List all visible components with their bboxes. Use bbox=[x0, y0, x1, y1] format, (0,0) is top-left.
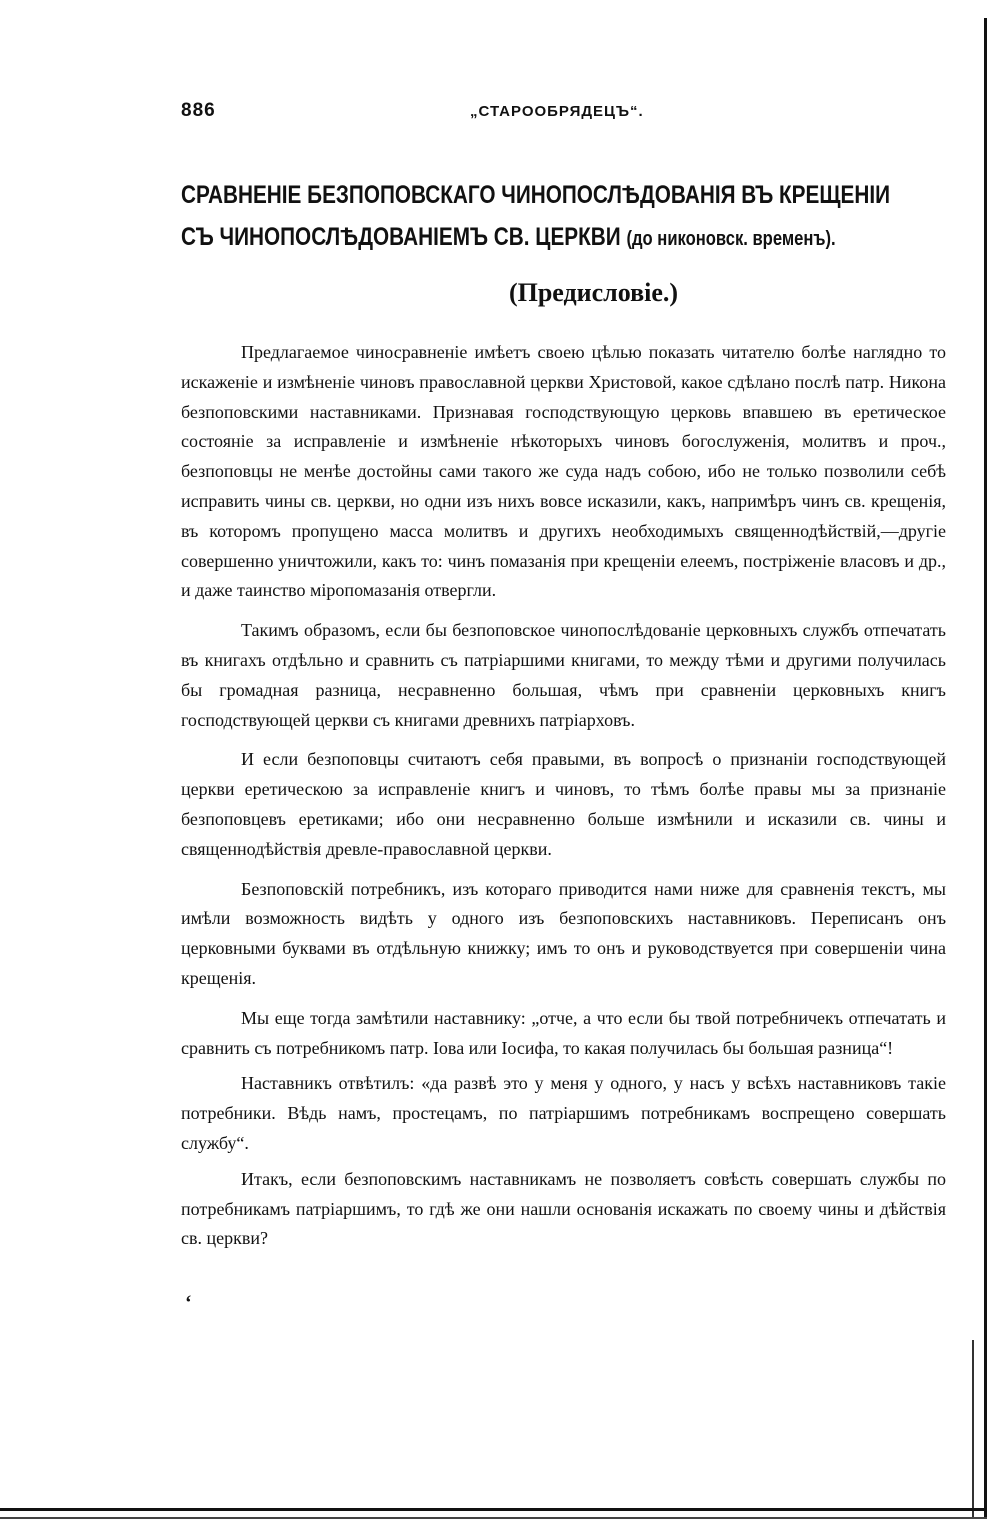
page-edge-right-inner bbox=[972, 1340, 974, 1518]
paragraph-6: Наставникъ отвѣтилъ: «да развѣ это у меня у одного, у насъ у всѣхъ наставниковъ такiе потребники. Вѣдь намъ, простецамъ, по патрiаршимъ потребникамъ воспрещено совершать службу“. bbox=[181, 1073, 946, 1153]
running-head bbox=[181, 100, 941, 130]
article-title bbox=[181, 174, 946, 260]
article-title-parenthetical: (до никоновск. временъ). bbox=[626, 228, 836, 250]
page-number: 886 bbox=[181, 100, 216, 121]
article-title-line-2-main: СЪ ЧИНОПОСЛѢДОВАНIЕМЪ СВ. ЦЕРКВИ bbox=[181, 223, 621, 251]
paragraph-5: Мы еще тогда замѣтили наставнику: „отче, а что если бы твой потребничекъ отпечатать и сравнить съ потребникомъ патр. Iова или Iосифа, то какая получилась бы большая разница“! bbox=[181, 1007, 946, 1058]
page-edge-bottom bbox=[0, 1508, 987, 1511]
paragraph-2: Такимъ образомъ, если бы безпоповское чинопослѣдованiе церковныхъ службъ отпечатать въ книгахъ отдѣльно и сравнить съ патрiаршими книгами, то между тѣми и другими получилась бы громадная разница, несравненно большая, чѣмъ при сравненiи церковныхъ книгъ господствующей церкви съ книгами древнихъ патрiарховъ. bbox=[181, 620, 946, 730]
article-body bbox=[181, 338, 946, 1264]
margin-mark: ʻ bbox=[185, 1292, 192, 1314]
paragraph-3: И если безпоповцы считаютъ себя правыми, въ вопросѣ о признанiи господствующей церкви еретическою за исправленiе книгъ и чиновъ, то тѣмъ болѣе правы мы за признанiе безпоповцевъ еретиками; ибо они несравненно больше измѣнили и исказили св. чины и священнодѣйствiя древле-православной церкви. bbox=[181, 749, 946, 859]
paragraph-7: Итакъ, если безпоповскимъ наставникамъ не позволяетъ совѣсть совершать службы по потребникамъ патрiаршимъ, то гдѣ же они нашли основанiя искажать по своему чины и дѣйствiя св. церкви? bbox=[181, 1168, 946, 1249]
article-title-line-1: СРАВНЕНIЕ БЕЗПОПОВСКАГО ЧИНОПОСЛѢДОВАНIЯ ВЪ КРЕЩЕНIИ bbox=[181, 181, 891, 209]
paragraph-1: Предлагаемое чиносравненiе имѣетъ своею цѣлью показать читателю болѣе наглядно то искаженiе и измѣненiе чиновъ православной церкви Христовой, какое сдѣлано послѣ патр. Никона безпоповскими наставниками. Признавая господствующую церковь впавшею въ еретическое состоянiе за исправленiе и измѣненiе нѣкоторыхъ чиновъ богослуженiя, молитвъ и проч., безпоповцы не менѣе достойны сами такого же суда надъ собою, ибо не только позволили себѣ исправить чины св. церкви, но одни изъ нихъ вовсе исказили, какъ, напримѣръ чинъ св. крещенiя, въ которомъ пропущено масса молитвъ и другихъ необходимыхъ священнодѣйствiй,—другiе совершенно уничтожили, какъ то: чинъ помазанiя при крещенiи елеемъ, пострiженiе власовъ и др., и даже таинство мiропомазанiя отвергли. bbox=[181, 342, 946, 601]
page-edge-bottom-inner bbox=[0, 1517, 987, 1519]
article-subtitle: (Предисловiе.) bbox=[508, 278, 679, 307]
page-edge-right bbox=[984, 18, 987, 1518]
paragraph-4: Безпоповскiй потребникъ, изъ котораго приводится нами ниже для сравненiя текстъ, мы имѣли возможность видѣть у одного изъ безпоповскихъ наставниковъ. Переписанъ онъ церковными буквами въ отдѣльную книжку; имъ то онъ и руководствуется при совершенiи чина крещенiя. bbox=[181, 878, 946, 988]
journal-name: „СТАРООБРЯДЕЦЪ“. bbox=[470, 103, 644, 120]
article-title-line-2 bbox=[181, 216, 836, 260]
